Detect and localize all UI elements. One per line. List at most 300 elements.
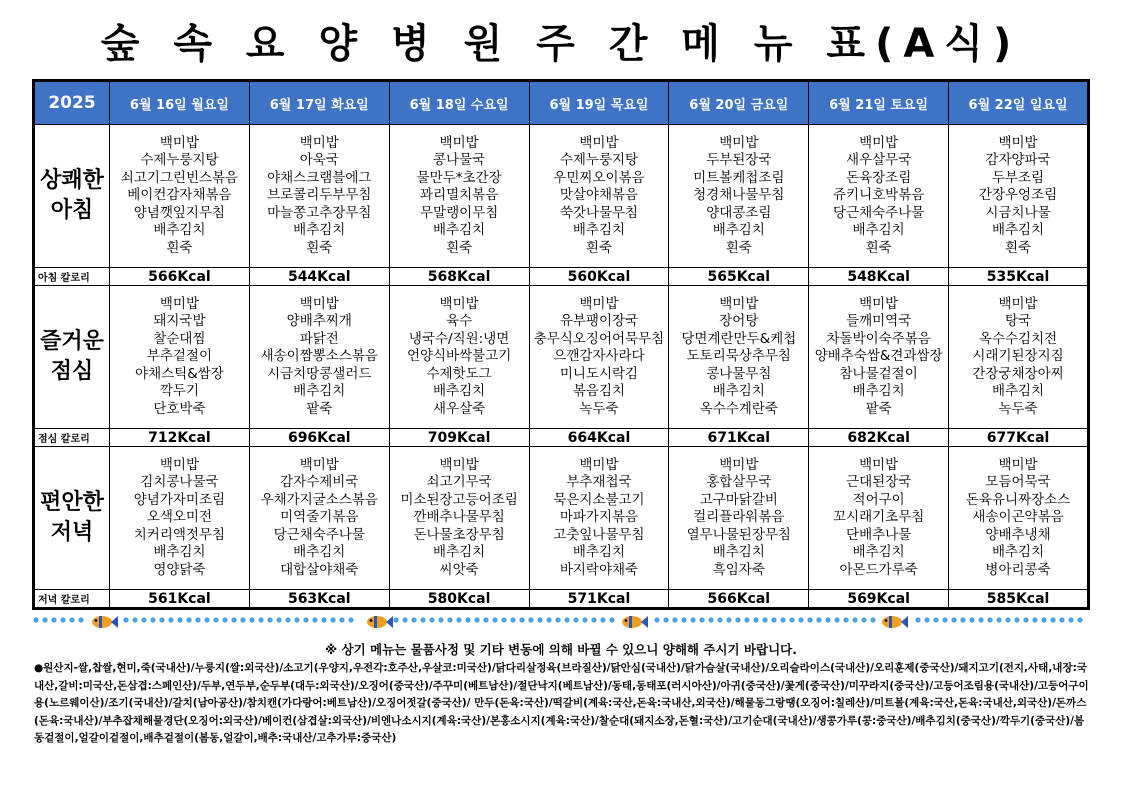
menu-item: 장어탕 bbox=[719, 313, 759, 330]
menu-item: 참나물겉절이 bbox=[839, 365, 918, 382]
menu-item: 새송이곤약볶음 bbox=[972, 509, 1064, 526]
bubble-icon bbox=[303, 617, 308, 622]
bubble-icon bbox=[321, 617, 326, 622]
menu-item: 맛살야채볶음 bbox=[559, 187, 639, 204]
menu-cell bbox=[809, 447, 949, 590]
menu-item: 배추김치 bbox=[852, 222, 905, 239]
bubble-icon bbox=[924, 617, 929, 622]
bubble-icon bbox=[708, 617, 713, 622]
meal-label-line: 상쾌한 bbox=[40, 168, 104, 193]
menu-item: 차돌박이숙주볶음 bbox=[826, 330, 931, 347]
bubble-icon bbox=[123, 617, 128, 622]
menu-item: 볶음김치 bbox=[572, 383, 626, 400]
menu-item: 백미밥 bbox=[998, 456, 1038, 473]
menu-item: 녹두죽 bbox=[998, 400, 1038, 417]
menu-item: 근대된장국 bbox=[846, 474, 912, 491]
menu-item: 새우살죽 bbox=[433, 400, 486, 417]
bubble-icon bbox=[771, 617, 776, 622]
bubble-icon bbox=[762, 617, 767, 622]
bubble-icon bbox=[654, 617, 659, 622]
calorie-value: 571Kcal bbox=[529, 590, 669, 609]
meal-label-lunch bbox=[34, 286, 110, 429]
day-header-fri: 6월 20일 금요일 bbox=[669, 81, 809, 125]
bubble-icon bbox=[942, 617, 947, 622]
bubble-icon bbox=[195, 617, 200, 622]
bubble-icon bbox=[1005, 617, 1010, 622]
menu-item: 감자양파국 bbox=[985, 152, 1051, 169]
menu-item: 흰죽 bbox=[725, 239, 752, 256]
bubble-icon bbox=[681, 617, 686, 622]
calorie-label: 아침 칼로리 bbox=[34, 268, 110, 286]
menu-item: 배추김치 bbox=[153, 222, 206, 239]
menu-item: 배추김치 bbox=[712, 222, 765, 239]
day-header-sun: 6월 22일 일요일 bbox=[949, 81, 1089, 125]
bubble-icon bbox=[780, 617, 785, 622]
calorie-value: 548Kcal bbox=[809, 268, 949, 286]
bubble-icon bbox=[465, 617, 470, 622]
menu-item: 배추김치 bbox=[433, 544, 486, 561]
menu-item: 배추김치 bbox=[572, 222, 626, 239]
menu-cell bbox=[249, 447, 389, 590]
bubble-icon bbox=[600, 617, 605, 622]
menu-item: 돈나물초장무침 bbox=[413, 526, 505, 543]
menu-cell bbox=[110, 125, 250, 268]
weekly-menu-table bbox=[32, 79, 1090, 610]
day-header-sat: 6월 21일 토요일 bbox=[809, 81, 949, 125]
menu-item: 마파가지볶음 bbox=[559, 509, 639, 526]
menu-item: 시래기된장지짐 bbox=[972, 348, 1064, 365]
menu-item: 수제핫도그 bbox=[426, 365, 492, 382]
bubble-icon bbox=[159, 617, 164, 622]
menu-item: 쥬키니호박볶음 bbox=[832, 187, 925, 204]
menu-item: 배추김치 bbox=[712, 383, 765, 400]
menu-item: 백미밥 bbox=[719, 134, 759, 151]
menu-item: 무말랭이무침 bbox=[419, 204, 499, 221]
meal-label-line: 아침 bbox=[50, 198, 94, 223]
bubble-icon bbox=[438, 617, 443, 622]
menu-item: 들깨미역국 bbox=[846, 313, 912, 330]
menu-item: 백미밥 bbox=[859, 295, 899, 312]
menu-item: 두부조림 bbox=[991, 169, 1045, 186]
menu-item: 옥수수김치전 bbox=[978, 330, 1058, 347]
menu-item: 배추김치 bbox=[293, 544, 346, 561]
bubble-icon bbox=[852, 617, 857, 622]
menu-cell bbox=[809, 125, 949, 268]
menu-item: 팥죽 bbox=[306, 400, 333, 417]
bubble-icon bbox=[1077, 617, 1082, 622]
menu-item: 유부팽이장국 bbox=[559, 313, 639, 330]
menu-item: 배추김치 bbox=[293, 383, 346, 400]
bubble-fish-decoration bbox=[32, 611, 1090, 633]
menu-item: 고춧잎나물무침 bbox=[553, 526, 645, 543]
calorie-value: 535Kcal bbox=[949, 268, 1089, 286]
bubble-icon bbox=[285, 617, 290, 622]
menu-item: 당근채숙주나물 bbox=[273, 526, 365, 543]
menu-item: 미소된장고등어조림 bbox=[400, 491, 518, 508]
menu-item: 양배추찌개 bbox=[286, 313, 352, 330]
breakfast-row bbox=[34, 125, 1089, 268]
menu-item: 열무나물된장무침 bbox=[686, 526, 791, 543]
calorie-value: 677Kcal bbox=[949, 429, 1089, 447]
menu-item: 백미밥 bbox=[579, 456, 619, 473]
menu-item: 새우살무국 bbox=[846, 152, 912, 169]
bubble-icon bbox=[825, 617, 830, 622]
bubble-icon bbox=[69, 617, 74, 622]
meal-label-line: 점심 bbox=[50, 359, 94, 384]
menu-item: 옥수수계란죽 bbox=[699, 400, 778, 417]
menu-item: 백미밥 bbox=[159, 295, 199, 312]
bubble-icon bbox=[573, 617, 578, 622]
calorie-value: 566Kcal bbox=[110, 268, 250, 286]
day-header-thu: 6월 19일 목요일 bbox=[529, 81, 669, 125]
bubble-icon bbox=[663, 617, 668, 622]
bubble-icon bbox=[393, 617, 398, 622]
menu-item: 쇠고기무국 bbox=[426, 474, 492, 491]
menu-item: 양배추숙쌈&견과쌈장 bbox=[814, 348, 943, 365]
bubble-icon bbox=[1050, 617, 1055, 622]
bubble-icon bbox=[969, 617, 974, 622]
menu-item: 백미밥 bbox=[299, 134, 339, 151]
bubble-icon bbox=[177, 617, 182, 622]
menu-item: 깍두기 bbox=[159, 383, 199, 400]
bubble-icon bbox=[753, 617, 758, 622]
menu-item: 흰죽 bbox=[306, 239, 333, 256]
menu-item: 병아리콩죽 bbox=[985, 561, 1051, 578]
menu-item: 배추김치 bbox=[991, 544, 1045, 561]
bubble-icon bbox=[258, 617, 263, 622]
bubble-icon bbox=[492, 617, 497, 622]
menu-cell bbox=[529, 125, 669, 268]
bubble-icon bbox=[330, 617, 335, 622]
menu-item: 김치콩나물국 bbox=[140, 474, 219, 491]
menu-item: 냉국수/직원:냉면 bbox=[408, 330, 510, 347]
menu-item: 백미밥 bbox=[998, 134, 1038, 151]
menu-item: 양념깻잎지무침 bbox=[133, 204, 226, 221]
menu-item: 오색오미전 bbox=[146, 509, 213, 526]
calorie-value: 544Kcal bbox=[249, 268, 389, 286]
bubble-icon bbox=[186, 617, 191, 622]
bubble-icon bbox=[267, 617, 272, 622]
menu-item: 흰죽 bbox=[1004, 239, 1032, 256]
bubble-icon bbox=[141, 617, 146, 622]
bubble-icon bbox=[519, 617, 524, 622]
bubble-icon bbox=[231, 617, 236, 622]
menu-item: 대합살야채죽 bbox=[280, 561, 359, 578]
menu-item: 으깬감자사라다 bbox=[553, 348, 645, 365]
menu-item: 새송이짬뽕소스볶음 bbox=[260, 348, 378, 365]
bubble-icon bbox=[411, 617, 416, 622]
menu-item: 수제누룽지탕 bbox=[559, 152, 639, 169]
bubble-icon bbox=[204, 617, 209, 622]
bubble-icon bbox=[51, 617, 56, 622]
bubble-icon bbox=[609, 617, 614, 622]
day-header-mon: 6월 16일 월요일 bbox=[110, 81, 250, 125]
menu-item: 영양닭죽 bbox=[153, 561, 206, 578]
menu-item: 당면계란만두&케첩 bbox=[681, 330, 797, 347]
menu-item: 백미밥 bbox=[439, 456, 479, 473]
bubble-icon bbox=[240, 617, 245, 622]
bubble-icon bbox=[546, 617, 551, 622]
bubble-icon bbox=[735, 617, 740, 622]
menu-item: 베이컨감자채볶음 bbox=[127, 187, 232, 204]
menu-item: 아몬드가루죽 bbox=[839, 561, 918, 578]
menu-item: 바지락야채죽 bbox=[559, 561, 639, 578]
menu-item: 백미밥 bbox=[998, 295, 1038, 312]
menu-item: 배추김치 bbox=[433, 222, 486, 239]
menu-item: 백미밥 bbox=[439, 295, 479, 312]
menu-item: 미니도시락김 bbox=[559, 365, 639, 382]
bubble-icon bbox=[744, 617, 749, 622]
menu-item: 양대콩조림 bbox=[706, 204, 772, 221]
calorie-value: 560Kcal bbox=[529, 268, 669, 286]
menu-item: 시금치땅콩샐러드 bbox=[267, 365, 372, 382]
menu-cell bbox=[949, 125, 1089, 268]
bubble-icon bbox=[933, 617, 938, 622]
page-title: 숲 속 요 양 병 원 주 간 메 뉴 표(A식) bbox=[100, 21, 1022, 67]
dinner-row bbox=[34, 447, 1089, 590]
menu-item: 콩나물무침 bbox=[706, 365, 772, 382]
bubble-icon bbox=[276, 617, 281, 622]
menu-item: 미역줄기볶음 bbox=[280, 509, 359, 526]
bubble-icon bbox=[582, 617, 587, 622]
menu-item: 콩나물국 bbox=[433, 152, 486, 169]
menu-item: 물만두*초간장 bbox=[416, 169, 502, 186]
bubble-icon bbox=[978, 617, 983, 622]
bubble-icon bbox=[726, 617, 731, 622]
menu-item: 육수 bbox=[446, 313, 473, 330]
menu-item: 언양식바싹불고기 bbox=[406, 348, 512, 365]
menu-item: 배추김치 bbox=[991, 222, 1045, 239]
menu-item: 우채가지굴소스볶음 bbox=[260, 491, 378, 508]
calorie-value: 664Kcal bbox=[529, 429, 669, 447]
calorie-value: 580Kcal bbox=[389, 590, 529, 609]
menu-item: 백미밥 bbox=[159, 134, 199, 151]
menu-item: 찰순대찜 bbox=[153, 330, 206, 347]
bubble-icon bbox=[42, 617, 47, 622]
header-row bbox=[34, 81, 1089, 125]
bubble-icon bbox=[150, 617, 155, 622]
bubble-icon bbox=[1041, 617, 1046, 622]
meal-label-breakfast bbox=[34, 125, 110, 268]
bubble-icon bbox=[447, 617, 452, 622]
bubble-icon bbox=[33, 617, 38, 622]
bubble-icon bbox=[60, 617, 65, 622]
calorie-value: 712Kcal bbox=[110, 429, 250, 447]
bubble-icon bbox=[501, 617, 506, 622]
menu-cell bbox=[249, 286, 389, 429]
bubble-icon bbox=[222, 617, 227, 622]
menu-item: 백미밥 bbox=[299, 456, 339, 473]
menu-item: 흰죽 bbox=[166, 239, 193, 256]
bubble-icon bbox=[168, 617, 173, 622]
fish-icon bbox=[92, 616, 118, 628]
bubble-icon bbox=[591, 617, 596, 622]
bubble-icon bbox=[1014, 617, 1019, 622]
calorie-value: 568Kcal bbox=[389, 268, 529, 286]
menu-item: 배추김치 bbox=[712, 544, 765, 561]
menu-item: 배추김치 bbox=[433, 383, 486, 400]
menu-item: 깐배추나물무침 bbox=[413, 509, 505, 526]
menu-item: 쇠고기그린빈스볶음 bbox=[120, 169, 239, 186]
fish-icon bbox=[622, 616, 648, 628]
bubble-icon bbox=[420, 617, 425, 622]
menu-item: 야채스틱&쌈장 bbox=[135, 365, 224, 382]
notice-text: ※ 상기 메뉴는 물품사정 및 기타 변동에 의해 바뀔 수 있으니 양해해 주시기 바랍니다. bbox=[325, 642, 797, 657]
menu-item: 단호박죽 bbox=[153, 400, 206, 417]
menu-item: 충무식오징어어묵무침 bbox=[533, 330, 665, 347]
bubble-icon bbox=[987, 617, 992, 622]
bubble-icon bbox=[483, 617, 488, 622]
menu-item: 파닭전 bbox=[299, 330, 339, 347]
menu-cell bbox=[110, 447, 250, 590]
menu-item: 녹두죽 bbox=[579, 400, 619, 417]
menu-item: 흰죽 bbox=[865, 239, 892, 256]
bubble-icon bbox=[960, 617, 965, 622]
fish-icon bbox=[367, 616, 393, 628]
menu-item: 백미밥 bbox=[439, 134, 479, 151]
menu-item: 돈육유니짜장소스 bbox=[965, 491, 1071, 508]
menu-item: 치커리액젓무침 bbox=[133, 526, 226, 543]
menu-item: 간장궁채장아찌 bbox=[972, 365, 1064, 382]
bubble-icon bbox=[555, 617, 560, 622]
bubble-icon bbox=[996, 617, 1001, 622]
calorie-value: 696Kcal bbox=[249, 429, 389, 447]
menu-item: 브로콜리두부무침 bbox=[267, 187, 372, 204]
menu-cell bbox=[809, 286, 949, 429]
menu-item: 탕국 bbox=[1004, 313, 1032, 330]
calorie-value: 561Kcal bbox=[110, 590, 250, 609]
menu-cell bbox=[389, 286, 529, 429]
menu-item: 꽈리멸치볶음 bbox=[419, 187, 499, 204]
bubble-icon bbox=[510, 617, 515, 622]
menu-item: 양념가자미조림 bbox=[133, 491, 226, 508]
calorie-label: 점심 칼로리 bbox=[34, 429, 110, 447]
bubble-icon bbox=[78, 617, 83, 622]
calorie-value: 709Kcal bbox=[389, 429, 529, 447]
day-header-wed: 6월 18일 수요일 bbox=[389, 81, 529, 125]
menu-item: 아욱국 bbox=[299, 152, 339, 169]
bubble-icon bbox=[312, 617, 317, 622]
menu-item: 백미밥 bbox=[719, 295, 759, 312]
meal-label-line: 저녁 bbox=[50, 520, 94, 545]
calorie-label: 저녁 칼로리 bbox=[34, 590, 110, 609]
calorie-value: 565Kcal bbox=[669, 268, 809, 286]
calorie-value: 671Kcal bbox=[669, 429, 809, 447]
lunch-calorie-row bbox=[34, 429, 1089, 447]
menu-item: 부추재첩국 bbox=[566, 474, 632, 491]
menu-item: 돼지국밥 bbox=[153, 313, 206, 330]
bubble-icon bbox=[294, 617, 299, 622]
origin-info: ●원산지-쌀,찹쌀,현미,죽(국내산)/누룽지(쌀:외국산)/소고기(우양지,우전각:호주산,우살코:미국산)/닭다리살정육(브라질산)/닭안심(국내산)/닭가슴살(국내산)/오리슬라이스(국내산)/오리훈제(중국산)/돼지고기(전지,사태,내장:국내산,갈비:미국산,돈삼겹:스페인산)/두부,연두부,순두부(대두:외국산)/오징어(중국산)/주꾸미(베트남산)/절단낙지(베트남산)/동태,동태포(러시아산)/아귀(중국산)/꽃게(중국산)/미꾸라지(중국산)/고등어조림용(국내산)/고등어구이용(노르웨이산)/조기(국내산)/갈치(남아공산)/참치캔(가다랑어:베트남산)/오징어젓갈(중국산)/ 만두(돈육:국산)/떡갈비(계육:국산,돈육:국내산,외국산)/해물동그랑땡(오징어:칠레산)/미트볼(계육:국산,돈육:국내산,외국산)/돈까스(돈육:국내산)/부추잡채해물경단(오징어:외국산)/베이컨(삼겹살:외국산)/비엔나소시지(계육:국산)/본홍소시지(계육:국산)/찰순대(돼지소장,돈혈:국산)/고기순대(국내산)/생콩가루(콩:중국산)/배추김치(중국산)/깍두기(중국산)/봄동겉절이,얼갈이겉절이,배추겉절이(봄동,얼갈이,배추:국내산/고추가루:중국산) bbox=[34, 662, 1089, 744]
bubble-icon bbox=[528, 617, 533, 622]
bubble-icon bbox=[798, 617, 803, 622]
menu-item: 백미밥 bbox=[579, 295, 619, 312]
menu-item: 배추김치 bbox=[572, 544, 626, 561]
menu-item: 단배추나물 bbox=[846, 526, 912, 543]
menu-item: 흰죽 bbox=[446, 239, 473, 256]
menu-item: 배추김치 bbox=[852, 544, 905, 561]
menu-item: 배추김치 bbox=[293, 222, 346, 239]
menu-item: 시금치나물 bbox=[985, 204, 1051, 221]
menu-item: 두부된장국 bbox=[706, 152, 772, 169]
bubble-icon bbox=[1068, 617, 1073, 622]
menu-item: 백미밥 bbox=[859, 134, 899, 151]
bubble-icon bbox=[1059, 617, 1064, 622]
bubble-icon bbox=[690, 617, 695, 622]
calorie-value: 563Kcal bbox=[249, 590, 389, 609]
menu-cell bbox=[949, 286, 1089, 429]
menu-item: 흰죽 bbox=[585, 239, 612, 256]
menu-item: 양배추냉채 bbox=[985, 526, 1051, 543]
bubble-icon bbox=[474, 617, 479, 622]
dinner-calorie-row bbox=[34, 590, 1089, 609]
menu-item: 흑임자죽 bbox=[712, 561, 765, 578]
bubble-icon bbox=[951, 617, 956, 622]
menu-cell bbox=[669, 125, 809, 268]
calorie-value: 566Kcal bbox=[669, 590, 809, 609]
menu-item: 백미밥 bbox=[579, 134, 619, 151]
bubble-icon bbox=[816, 617, 821, 622]
meal-label-line: 즐거운 bbox=[40, 329, 104, 354]
menu-item: 당근채숙주나물 bbox=[832, 204, 925, 221]
menu-item: 백미밥 bbox=[159, 456, 199, 473]
menu-item: 미트볼케첩조림 bbox=[693, 169, 785, 186]
bubble-icon bbox=[834, 617, 839, 622]
bubble-icon bbox=[1032, 617, 1037, 622]
menu-item: 도토리묵상추무침 bbox=[686, 348, 791, 365]
bubble-icon bbox=[861, 617, 866, 622]
bubble-icon bbox=[132, 617, 137, 622]
bubble-icon bbox=[249, 617, 254, 622]
menu-item: 마늘쫑고추장무침 bbox=[267, 204, 372, 221]
menu-item: 컬리플라워볶음 bbox=[693, 509, 785, 526]
menu-item: 고구마닭갈비 bbox=[699, 491, 778, 508]
bubble-icon bbox=[915, 617, 920, 622]
menu-item: 적어구이 bbox=[852, 491, 905, 508]
menu-item: 쑥갓나물무침 bbox=[559, 204, 639, 221]
menu-item: 묵은지소불고기 bbox=[553, 491, 645, 508]
bubble-icon bbox=[213, 617, 218, 622]
menu-item: 야채스크램블에그 bbox=[267, 169, 372, 186]
lunch-row bbox=[34, 286, 1089, 429]
menu-cell bbox=[669, 286, 809, 429]
menu-item: 팥죽 bbox=[865, 400, 892, 417]
menu-item: 수제누룽지탕 bbox=[140, 152, 219, 169]
breakfast-calorie-row bbox=[34, 268, 1089, 286]
menu-item: 배추김치 bbox=[153, 544, 206, 561]
calorie-value: 585Kcal bbox=[949, 590, 1089, 609]
calorie-value: 569Kcal bbox=[809, 590, 949, 609]
bubble-icon bbox=[717, 617, 722, 622]
menu-item: 홍합살무국 bbox=[706, 474, 772, 491]
bubble-icon bbox=[870, 617, 875, 622]
bubble-icon bbox=[402, 617, 407, 622]
menu-item: 감자수제비국 bbox=[280, 474, 359, 491]
bubble-icon bbox=[807, 617, 812, 622]
menu-cell bbox=[529, 447, 669, 590]
menu-cell bbox=[529, 286, 669, 429]
menu-cell bbox=[110, 286, 250, 429]
calorie-value: 682Kcal bbox=[809, 429, 949, 447]
meal-label-line: 편안한 bbox=[40, 490, 104, 515]
menu-item: 꼬시래기초무침 bbox=[832, 509, 925, 526]
menu-item: 배추김치 bbox=[991, 383, 1045, 400]
menu-cell bbox=[249, 125, 389, 268]
menu-cell bbox=[389, 447, 529, 590]
menu-item: 백미밥 bbox=[859, 456, 899, 473]
year-cell: 2025 bbox=[34, 81, 110, 125]
menu-item: 우민찌오이볶음 bbox=[553, 169, 645, 186]
